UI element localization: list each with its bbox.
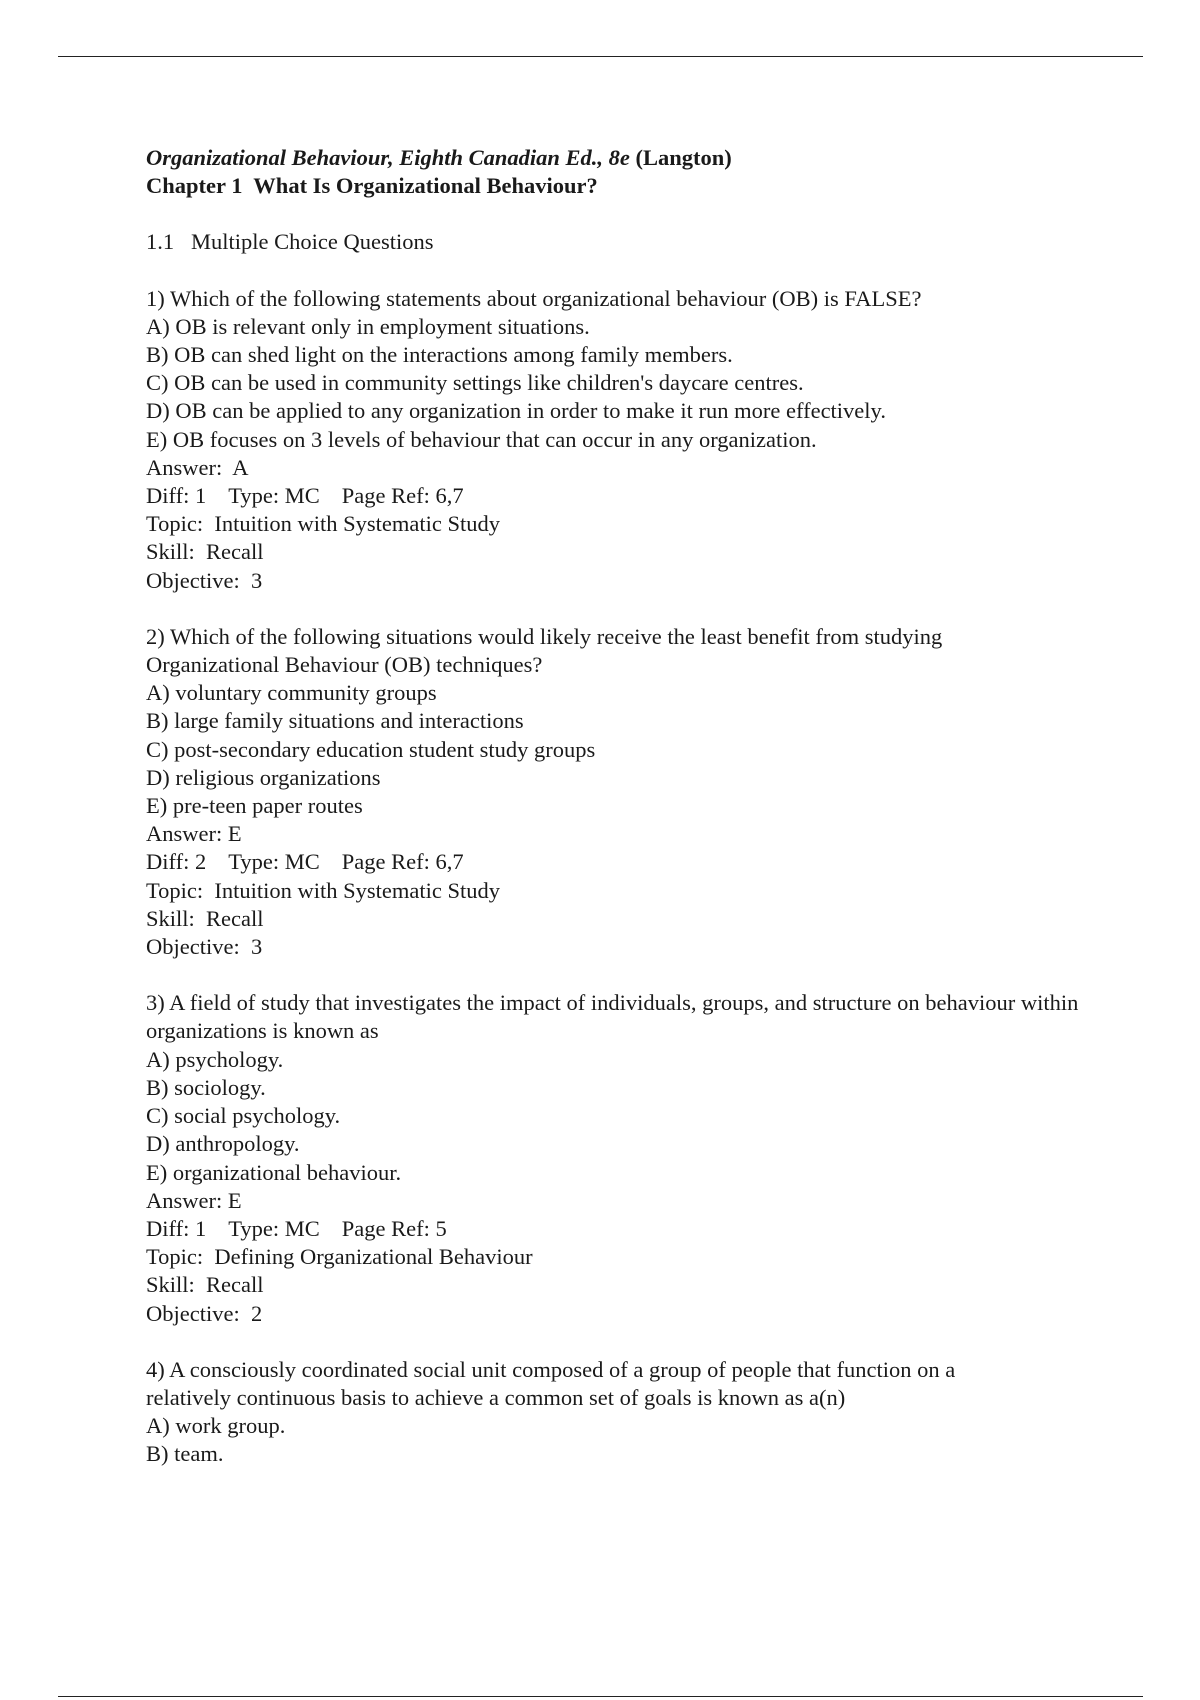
page-ref: Page Ref: 6,7 (341, 483, 464, 509)
option-d: D) anthropology. (146, 1131, 300, 1157)
question-2 (146, 623, 1106, 961)
question-stem: 2) Which of the following situations would likely receive the least benefit from studying Organizational Behaviour (OB) techniques? (146, 623, 943, 678)
option-b: B) sociology. (146, 1074, 266, 1100)
option-b: B) large family situations and interactions (146, 708, 524, 734)
page-ref: Page Ref: 5 (341, 1215, 447, 1241)
skill: Skill: Recall (146, 905, 264, 931)
option-c: C) post-secondary education student study groups (146, 736, 596, 762)
skill: Skill: Recall (146, 1272, 264, 1298)
meta-line (146, 482, 1106, 510)
question-type: Type: MC (228, 849, 320, 875)
book-title-line (146, 144, 1106, 172)
question-1 (146, 285, 1106, 595)
option-a: A) voluntary community groups (146, 680, 437, 706)
topic: Topic: Intuition with Systematic Study (146, 877, 501, 903)
difficulty: Diff: 1 (146, 1215, 207, 1241)
answer: Answer: E (146, 1187, 242, 1213)
difficulty: Diff: 1 (146, 483, 207, 509)
page-ref: Page Ref: 6,7 (341, 849, 464, 875)
option-a: A) OB is relevant only in employment situations. (146, 313, 590, 339)
objective: Objective: 3 (146, 934, 263, 960)
chapter-title: Chapter 1 What Is Organizational Behaviour? (146, 173, 598, 199)
skill: Skill: Recall (146, 539, 264, 565)
option-d: D) religious organizations (146, 764, 381, 790)
question-stem: 1) Which of the following statements about organizational behaviour (OB) is FALSE? (146, 285, 922, 311)
book-author: (Langton) (635, 145, 732, 170)
option-b: B) OB can shed light on the interactions among family members. (146, 342, 733, 368)
bottom-rule (58, 1696, 1143, 1697)
meta-line (146, 1215, 1106, 1243)
option-c: C) social psychology. (146, 1103, 341, 1129)
question-type: Type: MC (228, 483, 320, 509)
top-rule (58, 56, 1143, 57)
meta-line (146, 848, 1106, 876)
option-b: B) team. (146, 1441, 224, 1467)
section-heading: 1.1 Multiple Choice Questions (146, 229, 434, 255)
option-a: A) psychology. (146, 1046, 284, 1072)
option-d: D) OB can be applied to any organization in order to make it run more effectively. (146, 398, 886, 424)
question-3 (146, 989, 1106, 1327)
topic: Topic: Defining Organizational Behaviour (146, 1244, 533, 1270)
topic: Topic: Intuition with Systematic Study (146, 511, 501, 537)
question-type: Type: MC (228, 1215, 320, 1241)
option-e: E) OB focuses on 3 levels of behaviour that can occur in any organization. (146, 426, 817, 452)
objective: Objective: 3 (146, 567, 263, 593)
book-title: Organizational Behaviour, Eighth Canadian Ed., 8e (146, 145, 630, 170)
option-c: C) OB can be used in community settings like children's daycare centres. (146, 370, 804, 396)
difficulty: Diff: 2 (146, 849, 207, 875)
answer: Answer: E (146, 821, 242, 847)
option-e: E) organizational behaviour. (146, 1159, 402, 1185)
objective: Objective: 2 (146, 1300, 263, 1326)
question-4 (146, 1356, 1106, 1469)
document-body (146, 144, 1106, 1469)
option-e: E) pre-teen paper routes (146, 793, 363, 819)
question-stem: 3) A field of study that investigates the impact of individuals, groups, and structure on behaviour within organizations is known as (146, 990, 1079, 1044)
answer: Answer: A (146, 454, 249, 480)
option-a: A) work group. (146, 1413, 286, 1439)
question-stem: 4) A consciously coordinated social unit composed of a group of people that function on a relatively continuous basis to achieve a common set of goals is known as a(n) (146, 1356, 956, 1410)
